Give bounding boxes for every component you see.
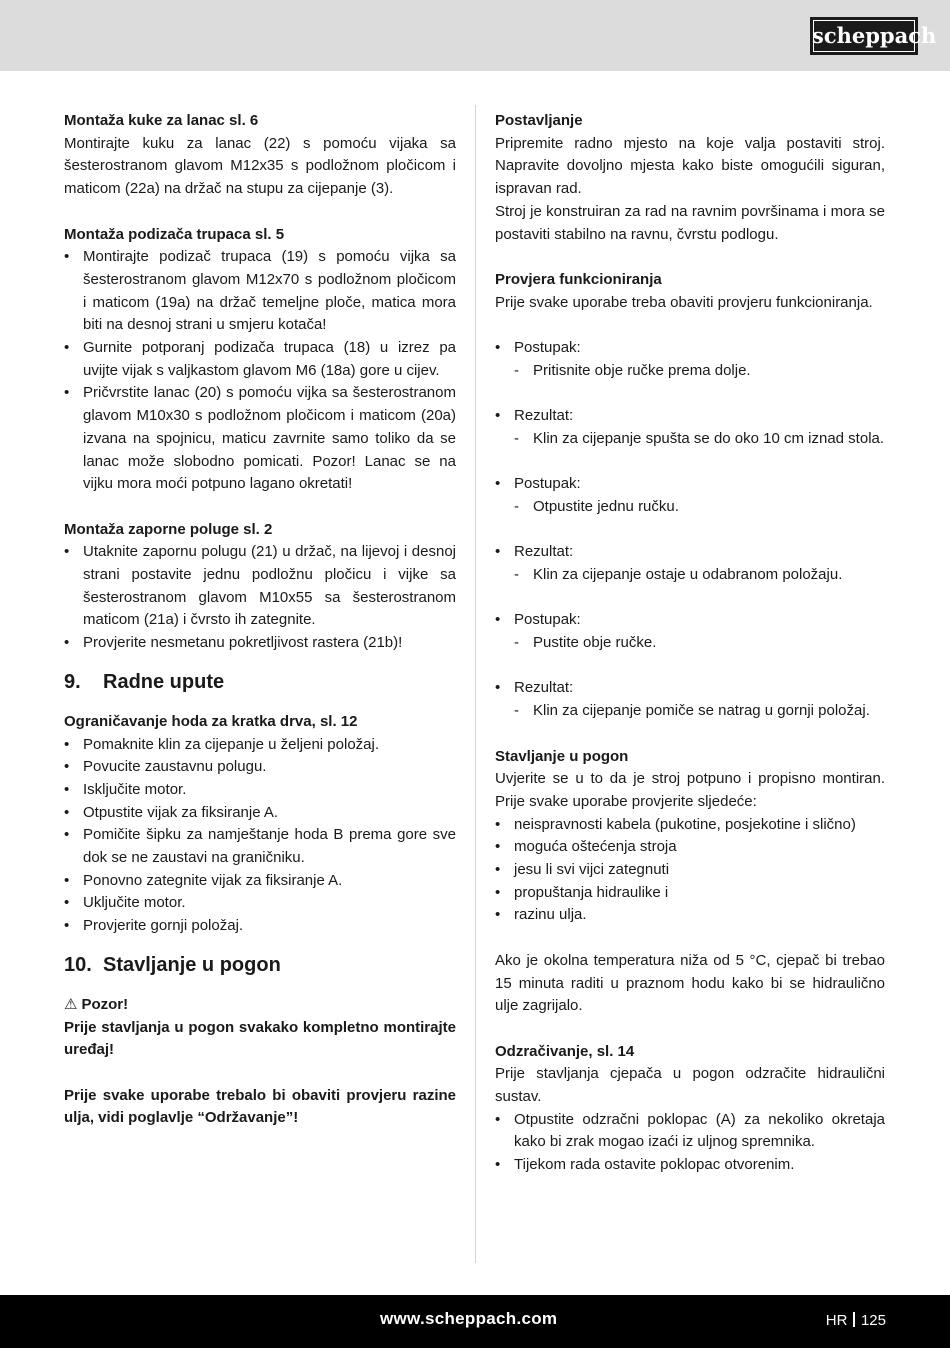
function-check-heading: Provjera funkcioniranja: [495, 270, 662, 288]
step-detail: - Klin za cijepanje ostaje u odabranom položaju.: [514, 564, 885, 587]
step-detail: - Otpustite jednu ručku.: [514, 496, 885, 519]
list-item: • Montirajte podizač trupaca (19) s pomoću vijka sa šesterostranom glavom M12x70 s podložnom pločicom i maticom (19a) na držač temeljne ploče, matica mora biti na desnoj strani u smjeru kotača!: [64, 246, 456, 337]
procedure-list: [495, 473, 885, 518]
setup-text: Pripremite radno mjesto na koje valja postaviti stroj. Napravite dovoljno mjesta kako biste omogućili siguran, ispravan rad.: [495, 134, 885, 198]
commissioning-heading: Stavljanje u pogon: [495, 747, 629, 765]
procedure-step: [495, 541, 885, 586]
temperature-note: Ako je okolna temperatura niža od 5 °C, cjepač bi trebao 15 minuta raditi u praznom hodu kako bi se hidraulično ulje zagrijalo.: [495, 951, 885, 1015]
page-number: [826, 1310, 886, 1333]
left-column: [64, 110, 456, 1130]
function-check-text: Prije svake uporabe treba obaviti provjeru funkcioniranja.: [495, 293, 873, 311]
section-title: Stavljanje u pogon: [103, 953, 281, 976]
venting-heading: Odzračivanje, sl. 14: [495, 1042, 635, 1060]
procedure-list: [495, 677, 885, 722]
procedure-list: [495, 541, 885, 586]
warning-text: Prije stavljanja u pogon svakako kompletno montirajte uređaj!: [64, 1018, 456, 1059]
list-item: • moguća oštećenja stroja: [495, 836, 885, 859]
list-item: • Otpustite vijak za fiksiranje A.: [64, 802, 456, 825]
list-item: • Pomaknite klin za cijepanje u željeni položaj.: [64, 734, 456, 757]
scheppach-logo: scheppach: [810, 17, 918, 55]
page-footer: [0, 1295, 950, 1348]
list-item: • neispravnosti kabela (pukotine, posjekotine i slično): [495, 814, 885, 837]
procedure-step: [495, 473, 885, 518]
step-label: Postupak:: [514, 611, 581, 629]
list-item: • Gurnite potporanj podizača trupaca (18) u izrez pa uvijte vijak s valjkastom glavom M6 (18a) gore u cijev.: [64, 337, 456, 382]
list-item: • Povucite zaustavnu polugu.: [64, 756, 456, 779]
setup-text: Stroj je konstruiran za rad na ravnim površinama i mora se postaviti stabilno na ravnu, čvrstu podlogu.: [495, 202, 885, 243]
step-detail: - Klin za cijepanje spušta se do oko 10 cm iznad stola.: [514, 428, 885, 451]
setup-heading: Postavljanje: [495, 112, 583, 129]
step-label: Rezultat:: [514, 407, 574, 425]
chain-hook-text: Montirajte kuku za lanac (22) s pomoću vijaka sa šesterostranom glavom M12x35 s podložnom pločicom i maticom (22a) na držač na stupu za cijepanje (3).: [64, 134, 456, 198]
list-item: • razinu ulja.: [495, 904, 885, 927]
step-detail: - Klin za cijepanje pomiče se natrag u gornji položaj.: [514, 700, 885, 723]
stroke-limit-list: [64, 734, 456, 938]
list-item: • Uključite motor.: [64, 892, 456, 915]
right-column: [495, 110, 885, 1177]
commissioning-text: Uvjerite se u to da je stroj potpuno i propisno montiran. Prije svake uporabe provjerite sljedeće:: [495, 770, 885, 810]
locking-lever-heading: Montaža zaporne poluge sl. 2: [64, 520, 273, 538]
step-label: Rezultat:: [514, 679, 574, 697]
language-code: HR: [825, 1312, 848, 1329]
stroke-limit-heading: Ograničavanje hoda za kratka drva, sl. 12: [64, 712, 358, 730]
page-num: 125: [860, 1312, 886, 1329]
step-detail: - Pritisnite obje ručke prema dolje.: [514, 360, 885, 383]
list-item: • Ponovno zategnite vijak za fiksiranje A.: [64, 870, 456, 893]
list-item: • Pomičite šipku za namještanje hoda B prema gore sve dok se ne zaustavi na graničniku.: [64, 824, 456, 869]
warning-heading: [64, 994, 456, 1017]
list-item: • Utaknite zapornu polugu (21) u držač, na lijevoj i desnoj strani postavite jednu podložnu pločicu i vijke sa šesterostranom glavom M10x55 sa šesterostranom maticom (21a) i čvrsto ih zategnite.: [64, 541, 456, 632]
oil-check-note: Prije svake uporabe trebalo bi obaviti provjeru razine ulja, vidi poglavlje “Održavanje”!: [64, 1086, 456, 1127]
procedure-step: [495, 337, 885, 382]
log-lifter-heading: Montaža podizača trupaca sl. 5: [64, 225, 285, 243]
list-item: • Provjerite nesmetanu pokretljivost rastera (21b)!: [64, 632, 456, 655]
log-lifter-list: [64, 246, 456, 496]
section-9-heading: [64, 667, 456, 697]
locking-lever-list: [64, 541, 456, 655]
procedure-list: [495, 337, 885, 382]
procedure-list: [495, 609, 885, 654]
separator: [853, 1312, 855, 1327]
step-label: Postupak:: [514, 475, 581, 493]
list-item: • Otpustite odzračni poklopac (A) za nekoliko okretaja kako bi zrak mogao izaći iz uljnog spremnika.: [495, 1109, 885, 1154]
list-item: • Isključite motor.: [64, 779, 456, 802]
list-item: • propuštanja hidraulike i: [495, 882, 885, 905]
list-item: • Provjerite gornji položaj.: [64, 915, 456, 938]
list-item: • jesu li svi vijci zategnuti: [495, 859, 885, 882]
chain-hook-heading: Montaža kuke za lanac sl. 6: [64, 112, 259, 129]
warning-icon: ⚠: [64, 995, 78, 1013]
step-label: Postupak:: [514, 339, 581, 356]
list-item: • Pričvrstite lanac (20) s pomoću vijka sa šesterostranom glavom M10x30 s podložnom pločicom i maticom (20a) izvana na spojnicu, maticu zavrnite samo toliko da se lanac može slobodno pomicati. Pozor! Lanac se na vijku mora moći potpuno lagano okretati!: [64, 382, 456, 496]
step-detail: - Pustite obje ručke.: [514, 632, 885, 655]
section-number: 9.: [64, 670, 81, 693]
checklist: [495, 814, 885, 928]
warning-title: Pozor!: [81, 995, 129, 1013]
step-label: Rezultat:: [514, 543, 574, 561]
page-header: [0, 0, 950, 71]
procedure-step: [495, 677, 885, 722]
section-number: 10.: [64, 953, 92, 976]
procedure-step: [495, 609, 885, 654]
column-divider: [475, 105, 476, 1263]
procedure-list: [495, 405, 885, 450]
list-item: • Tijekom rada ostavite poklopac otvorenim.: [495, 1154, 885, 1177]
venting-text: Prije stavljanja cjepača u pogon odzračite hidraulični sustav.: [495, 1065, 885, 1106]
section-10-heading: [64, 950, 456, 980]
procedure-step: [495, 405, 885, 450]
website-url: www.scheppach.com: [380, 1309, 558, 1328]
section-title: Radne upute: [103, 670, 225, 693]
venting-list: [495, 1109, 885, 1177]
